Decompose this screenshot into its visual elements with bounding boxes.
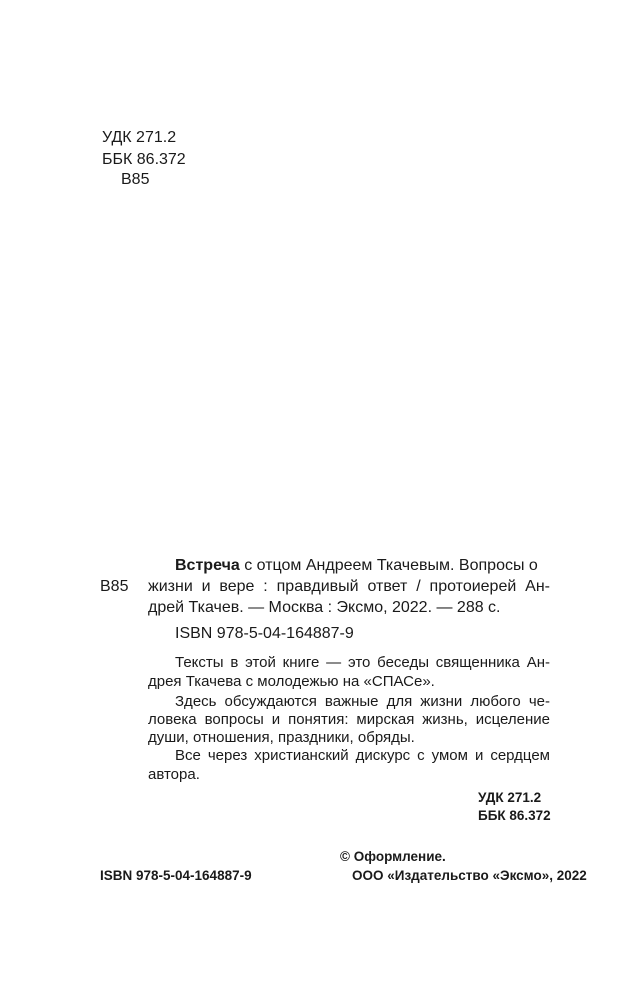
card-title-line <box>175 556 550 576</box>
annotation-line: ловека вопросы и понятия: мирская жизнь, исцеление <box>148 711 550 728</box>
card-line: жизни и вере : правдивый ответ / протоиерей Ан- <box>148 578 550 595</box>
copyright-design: © Оформление. <box>340 849 446 864</box>
card-author-mark: В85 <box>100 578 129 595</box>
bbk-code: ББК 86.372 <box>102 151 186 168</box>
copyright-publisher: ООО «Издательство «Эксмо», 2022 <box>352 868 587 883</box>
annotation-line: души, отношения, праздники, обряды. <box>148 729 415 746</box>
udk-code: УДК 271.2 <box>102 129 177 146</box>
card-bbk: ББК 86.372 <box>478 808 551 823</box>
book-title: Встреча <box>175 557 240 574</box>
footer-isbn: ISBN 978-5-04-164887-9 <box>100 868 252 883</box>
card-line: дрей Ткачев. — Москва : Эксмо, 2022. — 288 с. <box>148 599 501 616</box>
card-udk: УДК 271.2 <box>478 790 542 805</box>
annotation-line: Тексты в этой книге — это беседы священника Ан- <box>175 654 550 671</box>
annotation-line: автора. <box>148 766 200 783</box>
annotation-line: Все через христианский дискурс с умом и сердцем <box>175 747 550 764</box>
annotation-line: дрея Ткачева с молодежью на «СПАСе». <box>148 673 435 690</box>
card-isbn: ISBN 978-5-04-164887-9 <box>175 625 354 642</box>
annotation-line: Здесь обсуждаются важные для жизни любого че- <box>175 693 550 710</box>
author-mark: В85 <box>121 171 150 188</box>
card-title-rest: с отцом Андреем Ткачевым. Вопросы о <box>244 557 538 574</box>
